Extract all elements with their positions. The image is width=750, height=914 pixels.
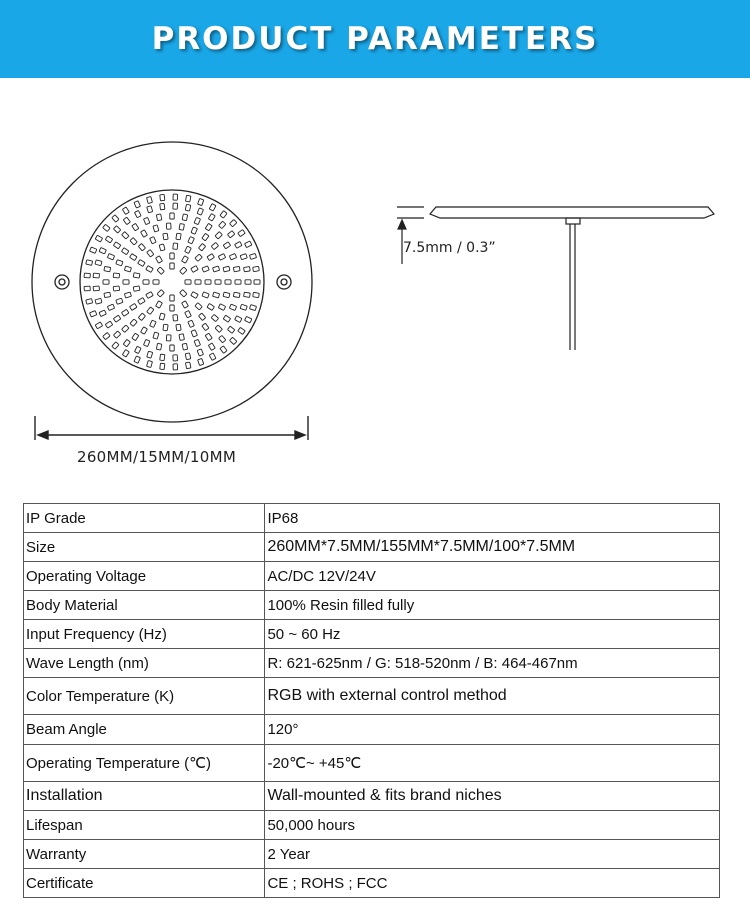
- led-chip: [185, 246, 192, 253]
- led-chip: [202, 323, 209, 330]
- led-chip: [146, 266, 153, 273]
- led-chip: [197, 349, 203, 356]
- led-chip: [86, 299, 93, 305]
- table-row: [24, 620, 720, 649]
- led-chip: [245, 241, 252, 248]
- side-thickness-label: 7.5mm / 0.3”: [403, 240, 496, 256]
- screw-hole-left: [55, 275, 69, 289]
- led-chip: [156, 301, 163, 308]
- led-chip: [229, 304, 236, 310]
- led-chip: [132, 333, 139, 340]
- led-chip: [235, 280, 241, 284]
- led-chip: [170, 295, 174, 301]
- led-chip: [254, 280, 260, 284]
- led-chip: [113, 226, 120, 233]
- led-chip: [223, 242, 230, 249]
- led-chip: [227, 231, 234, 238]
- led-chip: [124, 266, 131, 272]
- led-chip: [179, 224, 184, 231]
- led-chip: [112, 342, 119, 349]
- param-name: Beam Angle: [24, 715, 265, 745]
- led-chip: [105, 236, 112, 243]
- led-chip: [156, 343, 161, 350]
- led-chip: [244, 267, 251, 272]
- led-chip: [93, 273, 99, 278]
- led-chip: [103, 280, 109, 284]
- side-body: [430, 207, 714, 218]
- table-row: [24, 840, 720, 869]
- led-chip: [253, 292, 260, 297]
- led-chip: [144, 217, 150, 224]
- led-chip: [160, 203, 165, 210]
- side-view: [397, 207, 714, 350]
- led-chip: [209, 353, 216, 360]
- led-chip: [163, 233, 168, 240]
- led-chip: [133, 273, 140, 278]
- led-chip: [205, 280, 211, 284]
- led-chip: [144, 339, 150, 346]
- led-chip: [104, 266, 111, 271]
- param-value: -20℃~ +45℃: [265, 745, 720, 782]
- led-chip: [182, 343, 187, 350]
- param-name: Lifespan: [24, 811, 265, 840]
- led-chip: [103, 332, 110, 339]
- param-name: Installation: [24, 782, 265, 811]
- led-chip: [207, 303, 214, 310]
- led-chip: [141, 327, 148, 334]
- led-chip: [156, 256, 163, 263]
- led-chip: [95, 322, 102, 329]
- led-chip: [122, 325, 129, 332]
- lens-ring: [80, 190, 264, 374]
- led-chip: [215, 232, 222, 239]
- led-chip: [223, 266, 230, 272]
- led-chip: [185, 204, 191, 211]
- table-row: [24, 715, 720, 745]
- param-name: Operating Voltage: [24, 562, 265, 591]
- led-chip: [147, 250, 154, 257]
- led-chip: [104, 292, 111, 297]
- cable-gland: [566, 218, 580, 224]
- led-chip: [245, 316, 252, 323]
- led-chip: [173, 315, 178, 321]
- led-chip: [191, 330, 197, 337]
- table-row: [24, 504, 720, 533]
- led-chip: [249, 305, 256, 311]
- led-chip: [170, 263, 174, 269]
- led-chip: [207, 254, 214, 261]
- led-chip: [208, 343, 215, 350]
- led-chip: [185, 280, 191, 284]
- led-chip: [185, 362, 190, 369]
- led-chip: [159, 244, 165, 251]
- led-chip: [176, 233, 181, 240]
- led-chip: [191, 292, 198, 299]
- param-name: Input Frequency (Hz): [24, 620, 265, 649]
- led-chip: [141, 230, 148, 237]
- param-value: IP68: [265, 504, 720, 533]
- led-chip: [134, 201, 140, 208]
- led-chip: [211, 242, 218, 249]
- led-chip: [182, 301, 189, 308]
- led-chip: [202, 266, 209, 272]
- header-banner: [0, 0, 750, 78]
- led-chip: [113, 242, 120, 249]
- led-chip: [233, 266, 240, 271]
- led-chip: [147, 351, 153, 358]
- table-row: [24, 869, 720, 898]
- led-chip: [195, 280, 201, 284]
- led-chip: [93, 286, 99, 291]
- led-chip: [112, 215, 119, 222]
- param-value: RGB with external control method: [265, 678, 720, 715]
- param-value: CE ; ROHS ; FCC: [265, 869, 720, 898]
- led-chip: [170, 253, 174, 259]
- led-chip: [147, 307, 154, 314]
- led-chip: [123, 280, 129, 284]
- led-chip: [138, 313, 145, 320]
- product-drawing: [0, 78, 750, 498]
- param-name: Operating Temperature (℃): [24, 745, 265, 782]
- led-chip: [170, 305, 174, 311]
- led-chip: [95, 260, 102, 266]
- led-array: [84, 194, 260, 370]
- led-chip: [153, 332, 159, 339]
- led-chip: [113, 273, 119, 278]
- led-chip: [124, 292, 131, 298]
- led-chip: [150, 237, 156, 244]
- led-chip: [235, 316, 242, 323]
- led-chip: [240, 254, 247, 260]
- led-chip: [215, 325, 222, 332]
- led-chip: [202, 292, 209, 298]
- led-chip: [180, 267, 187, 274]
- led-chip: [230, 219, 237, 226]
- led-chip: [90, 247, 97, 253]
- led-chip: [191, 227, 197, 234]
- led-chip: [133, 286, 140, 291]
- led-chip: [86, 260, 93, 266]
- led-chip: [176, 324, 181, 331]
- table-row: [24, 562, 720, 591]
- led-chip: [166, 223, 171, 229]
- led-chip: [218, 304, 225, 311]
- led-chip: [157, 290, 164, 297]
- led-chip: [182, 214, 187, 221]
- led-chip: [113, 331, 120, 338]
- table-row: [24, 745, 720, 782]
- led-chip: [134, 210, 141, 217]
- led-chip: [107, 304, 114, 310]
- led-chip: [153, 280, 159, 284]
- led-chip: [84, 273, 90, 278]
- screw-hole-right: [277, 275, 291, 289]
- param-name: Color Temperature (K): [24, 678, 265, 715]
- led-chip: [219, 221, 226, 228]
- led-chip: [198, 198, 204, 205]
- led-chip: [179, 334, 184, 341]
- led-chip: [182, 256, 189, 263]
- table-row: [24, 591, 720, 620]
- param-name: Size: [24, 533, 265, 562]
- led-chip: [113, 286, 119, 291]
- led-chip: [143, 280, 149, 284]
- led-chip: [188, 237, 194, 244]
- led-chip: [134, 346, 141, 353]
- led-chip: [185, 353, 191, 360]
- param-name: IP Grade: [24, 504, 265, 533]
- led-chip: [138, 260, 145, 267]
- led-chip: [220, 346, 227, 353]
- led-chip: [202, 233, 209, 240]
- led-chip: [160, 194, 165, 200]
- led-chip: [185, 195, 190, 202]
- led-chip: [138, 298, 145, 305]
- led-chip: [215, 280, 221, 284]
- led-chip: [121, 248, 128, 255]
- param-name: Wave Length (nm): [24, 649, 265, 678]
- led-chip: [122, 232, 129, 239]
- led-chip: [123, 217, 130, 224]
- front-dimension-label: 260MM/15MM/10MM: [77, 448, 237, 466]
- led-chip: [205, 333, 212, 340]
- led-chip: [156, 214, 161, 221]
- led-chip: [116, 298, 123, 304]
- led-chip: [95, 298, 102, 304]
- table-row: [24, 678, 720, 715]
- front-view: [32, 142, 312, 422]
- led-chip: [116, 260, 123, 266]
- led-chip: [194, 339, 200, 346]
- led-chip: [99, 247, 106, 253]
- led-chip: [223, 292, 230, 298]
- led-chip: [146, 292, 153, 299]
- led-chip: [244, 292, 251, 297]
- led-chip: [238, 230, 245, 237]
- led-chip: [103, 224, 110, 231]
- led-chip: [173, 243, 178, 249]
- led-chip: [173, 364, 178, 370]
- led-chip: [130, 319, 137, 326]
- led-chip: [132, 223, 139, 230]
- led-chip: [159, 313, 165, 320]
- led-chip: [90, 311, 97, 317]
- param-name: Certificate: [24, 869, 265, 898]
- led-chip: [230, 337, 237, 344]
- screw-hole-left-inner: [59, 279, 65, 285]
- led-chip: [180, 290, 187, 297]
- led-chip: [197, 208, 203, 215]
- led-chip: [147, 197, 153, 204]
- led-chip: [147, 361, 153, 368]
- param-value: 50,000 hours: [265, 811, 720, 840]
- param-value: 120°: [265, 715, 720, 745]
- led-chip: [122, 350, 129, 357]
- param-value: AC/DC 12V/24V: [265, 562, 720, 591]
- dimension-line: [35, 416, 308, 440]
- param-value: 100% Resin filled fully: [265, 591, 720, 620]
- page-title: PRODUCT PARAMETERS: [151, 21, 599, 57]
- led-chip: [198, 358, 204, 365]
- led-chip: [170, 213, 174, 219]
- led-chip: [198, 243, 205, 250]
- led-chip: [130, 238, 137, 245]
- led-chip: [122, 207, 129, 214]
- led-chip: [173, 203, 178, 209]
- led-chip: [253, 266, 260, 271]
- led-chip: [218, 254, 225, 261]
- led-chip: [185, 311, 192, 318]
- led-chip: [173, 194, 178, 200]
- param-value: 50 ~ 60 Hz: [265, 620, 720, 649]
- led-chip: [198, 313, 205, 320]
- led-chip: [220, 211, 227, 218]
- led-chip: [95, 235, 102, 242]
- led-chip: [99, 310, 106, 316]
- led-chip: [213, 292, 220, 298]
- screw-hole-right-inner: [281, 279, 287, 285]
- led-chip: [225, 280, 231, 284]
- outer-ring: [32, 142, 312, 422]
- led-chip: [123, 339, 130, 346]
- led-chip: [166, 335, 171, 341]
- led-chip: [130, 303, 137, 310]
- led-chip: [150, 320, 156, 327]
- param-value: Wall-mounted & fits brand niches: [265, 782, 720, 811]
- led-chip: [195, 303, 202, 310]
- led-chip: [229, 254, 236, 260]
- param-value: 260MM*7.5MM/155MM*7.5MM/100*7.5MM: [265, 533, 720, 562]
- led-chip: [238, 327, 245, 334]
- table-row: [24, 533, 720, 562]
- led-chip: [160, 363, 165, 369]
- led-chip: [113, 315, 120, 322]
- led-chip: [211, 314, 218, 321]
- led-chip: [170, 345, 174, 351]
- led-chip: [219, 335, 226, 342]
- parameters-table: [23, 503, 720, 898]
- led-chip: [205, 223, 212, 230]
- param-value: R: 621-625nm / G: 518-520nm / B: 464-467nm: [265, 649, 720, 678]
- led-chip: [84, 286, 90, 291]
- table-row: [24, 811, 720, 840]
- led-chip: [191, 266, 198, 273]
- led-chip: [235, 242, 242, 249]
- led-chip: [213, 266, 220, 272]
- led-chip: [240, 304, 247, 310]
- led-chip: [188, 320, 194, 327]
- led-chip: [194, 217, 200, 224]
- led-chip: [130, 254, 137, 261]
- table-row: [24, 649, 720, 678]
- led-chip: [134, 356, 140, 363]
- led-chip: [233, 292, 240, 297]
- led-chip: [223, 315, 230, 322]
- led-chip: [163, 324, 168, 331]
- led-chip: [208, 214, 215, 221]
- led-chip: [157, 267, 164, 274]
- product-diagram: [0, 78, 750, 498]
- led-chip: [153, 225, 159, 232]
- led-chip: [138, 243, 145, 250]
- param-name: Body Material: [24, 591, 265, 620]
- led-chip: [147, 206, 153, 213]
- param-name: Warranty: [24, 840, 265, 869]
- led-chip: [107, 254, 114, 260]
- led-chip: [245, 280, 251, 284]
- led-chip: [173, 355, 178, 361]
- led-chip: [121, 309, 128, 316]
- led-chip: [160, 354, 165, 361]
- led-chip: [249, 253, 256, 259]
- led-chip: [209, 204, 216, 211]
- led-chip: [105, 321, 112, 328]
- led-chip: [195, 254, 202, 261]
- led-chip: [227, 326, 234, 333]
- table-row: [24, 782, 720, 811]
- param-value: 2 Year: [265, 840, 720, 869]
